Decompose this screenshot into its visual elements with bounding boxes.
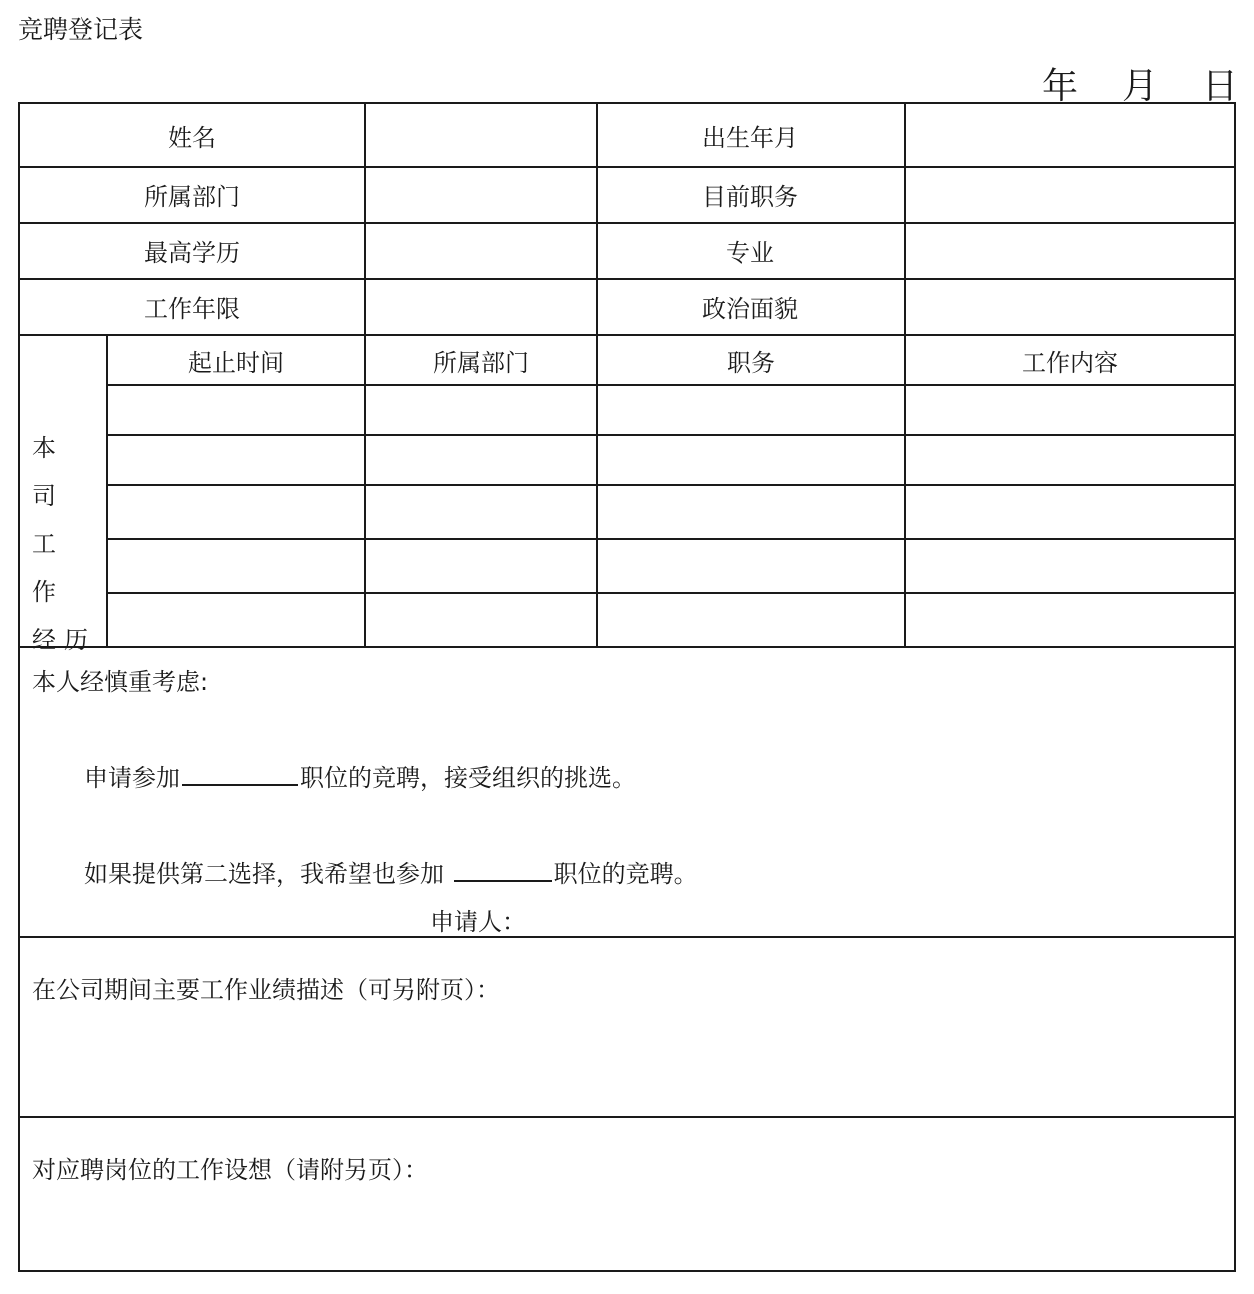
statement-line-2-suffix: 职位的竞聘。 — [553, 860, 698, 888]
plan-field[interactable] — [20, 1190, 1234, 1270]
name-label: 姓名 — [168, 123, 216, 152]
major-field[interactable] — [906, 222, 1234, 278]
work-history-side-label — [32, 424, 96, 664]
major-label: 专业 — [726, 238, 774, 267]
history-row[interactable] — [108, 386, 1234, 434]
statement-line-1-prefix: 申请参加 — [84, 764, 180, 792]
years-of-work-label: 工作年限 — [144, 294, 240, 323]
current-position-field[interactable] — [906, 166, 1234, 222]
side-label-line: 经历 — [32, 626, 96, 654]
history-row[interactable] — [108, 436, 1234, 484]
side-label-line: 工 作 — [32, 530, 64, 606]
history-row[interactable] — [108, 540, 1234, 592]
date-year-label: 年 — [1042, 66, 1079, 107]
header-position: 职务 — [727, 348, 775, 377]
history-row[interactable] — [108, 594, 1234, 646]
date-month-label: 月 — [1122, 66, 1159, 107]
section-divider — [20, 936, 1234, 938]
registration-form — [18, 102, 1236, 1272]
performance-field[interactable] — [20, 1010, 1234, 1114]
performance-label: 在公司期间主要工作业绩描述（可另附页）： — [32, 976, 500, 1004]
political-status-field[interactable] — [906, 278, 1234, 334]
current-position-label: 目前职务 — [702, 182, 798, 211]
section-divider — [20, 1116, 1234, 1118]
statement-line-1-suffix: 职位的竞聘，接受组织的挑选。 — [300, 764, 636, 792]
header-department: 所属部门 — [433, 348, 529, 377]
statement-intro: 本人经慎重考虑: — [32, 668, 209, 696]
birth-date-field[interactable] — [906, 104, 1234, 166]
statement-line-1 — [84, 758, 636, 793]
document-title: 竞聘登记表 — [18, 15, 144, 44]
applicant-label: 申请人： — [430, 908, 526, 936]
department-label: 所属部门 — [144, 182, 240, 211]
education-label: 最高学历 — [144, 238, 240, 267]
header-period: 起止时间 — [188, 348, 284, 377]
section-divider — [20, 646, 1234, 648]
years-of-work-field[interactable] — [366, 278, 596, 334]
position-blank-2[interactable] — [454, 860, 552, 882]
plan-label: 对应聘岗位的工作设想（请附另页）： — [32, 1156, 428, 1184]
header-work-content: 工作内容 — [1022, 348, 1118, 377]
statement-line-2 — [84, 854, 698, 889]
name-field[interactable] — [366, 104, 596, 166]
political-status-label: 政治面貌 — [702, 294, 798, 323]
birth-date-label: 出生年月 — [702, 123, 798, 152]
education-field[interactable] — [366, 222, 596, 278]
side-label-line: 本 司 — [32, 434, 64, 510]
position-blank-1[interactable] — [182, 764, 298, 786]
department-field[interactable] — [366, 166, 596, 222]
date-day-label: 日 — [1202, 66, 1239, 107]
history-row[interactable] — [108, 486, 1234, 538]
statement-line-2-prefix: 如果提供第二选择，我希望也参加 — [84, 860, 452, 888]
